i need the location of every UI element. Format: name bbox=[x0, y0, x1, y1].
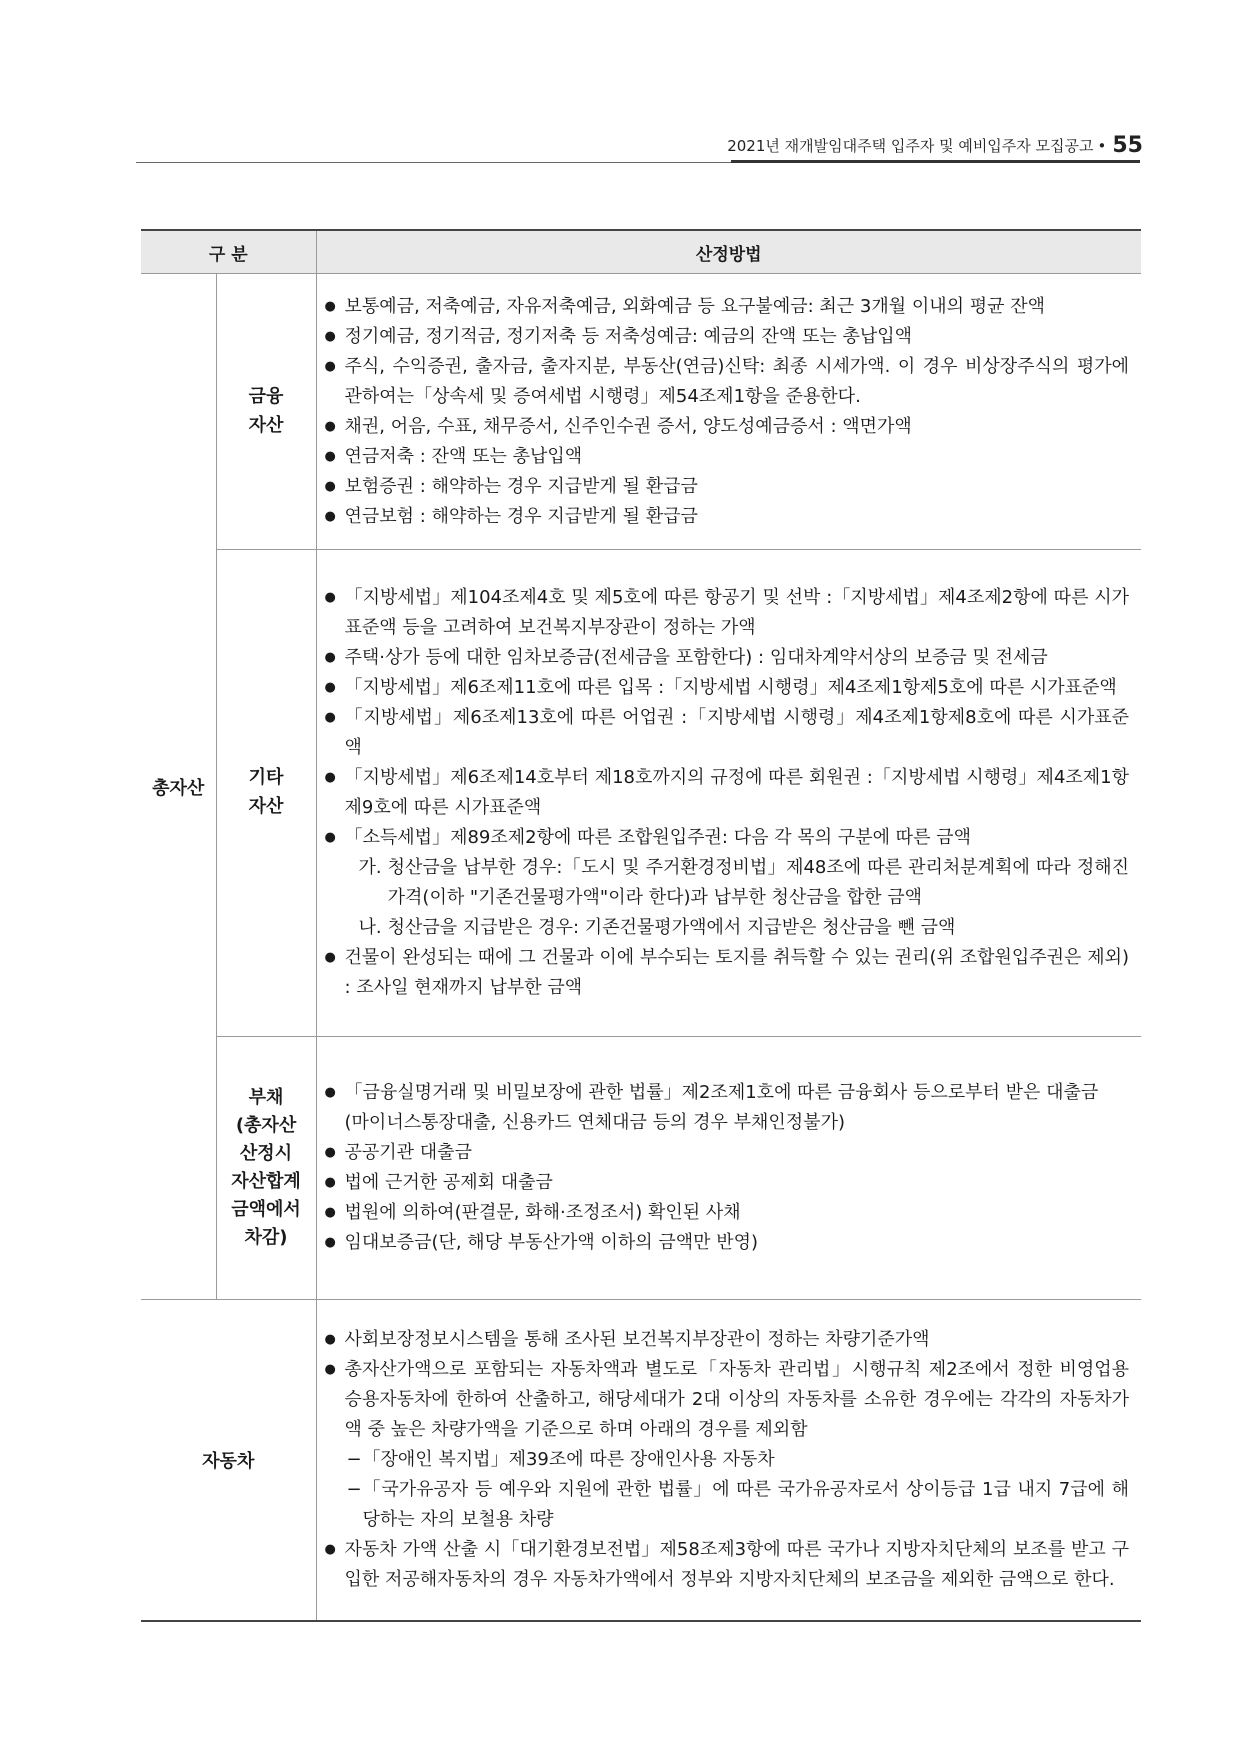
bullet-icon: ● bbox=[324, 1332, 336, 1347]
bullet-icon: ● bbox=[324, 1542, 336, 1557]
bullet-icon: ● bbox=[324, 710, 336, 725]
debt-label: 부채 (총자산 산정시 자산합계 금액에서 차감) bbox=[216, 1037, 316, 1300]
debt-method bbox=[316, 1037, 1141, 1300]
bullet-icon: ● bbox=[324, 448, 336, 464]
financial-list bbox=[325, 292, 1130, 532]
header-dot: • bbox=[1097, 136, 1107, 155]
header-method: 산정방법 bbox=[316, 230, 1141, 274]
list-item: ● 「지방세법」제104조제4호 및 제5호에 따른 항공기 및 선박 :「지방세법」제4조제2항에 따른 시가표준액 등을 고려하여 보건복지부장관이 정하는 가액 bbox=[325, 583, 1130, 643]
list-item: ● 사회보장정보시스템을 통해 조사된 보건복지부장관이 정하는 차량기준가액 bbox=[325, 1325, 1130, 1355]
bullet-icon: ● bbox=[324, 328, 336, 344]
table-row-other bbox=[141, 550, 1141, 1037]
bullet-icon: ● bbox=[324, 680, 336, 695]
list-item: ● 채권, 어음, 수표, 채무증서, 신주인수권 증서, 양도성예금증서 : 액면가액 bbox=[325, 412, 1130, 442]
bullet-icon: ● bbox=[324, 418, 336, 434]
bullet-icon: ● bbox=[324, 950, 336, 965]
list-item: ● 총자산가액으로 포함되는 자동차액과 별도로「자동차 관리법」시행규칙 제2조에서 정한 비영업용 승용자동차에 한하여 산출하고, 해당세대가 2대 이상의 자동차를 소유한 경우에는 각각의 자동차가액 중 높은 차량가액을 기준으로 하며 아래의 경우를 제외함 bbox=[325, 1355, 1130, 1445]
debt-note: (마이너스통장대출, 신용카드 연체대금 등의 경우 부채인정불가) bbox=[344, 1112, 845, 1133]
header-title: 2021년 재개발임대주택 입주자 및 예비입주자 모집공고 bbox=[727, 137, 1094, 155]
bullet-icon: ● bbox=[324, 650, 336, 665]
list-item: ● 정기예금, 정기적금, 정기저축 등 저축성예금: 예금의 잔액 또는 총납입액 bbox=[325, 322, 1130, 352]
other-assets-method bbox=[316, 550, 1141, 1037]
financial-assets-method bbox=[316, 274, 1141, 550]
bullet-icon: ● bbox=[324, 1205, 336, 1220]
list-item: ● 주식, 수익증권, 출자금, 출자지분, 부동산(연금)신탁: 최종 시세가액. 이 경우 비상장주식의 평가에 관하여는「상속세 및 증여세법 시행령」제54조제1항을 준용한다. bbox=[325, 352, 1130, 412]
bullet-icon: ● bbox=[324, 1235, 336, 1250]
list-item: ● 「소득세법」제89조제2항에 따른 조합원입주권: 다음 각 목의 구분에 따른 금액 bbox=[325, 823, 1130, 853]
table-row-financial bbox=[141, 274, 1141, 550]
vehicle-list bbox=[325, 1325, 1130, 1445]
vehicle-method bbox=[316, 1300, 1141, 1622]
bullet-icon: ● bbox=[324, 1085, 336, 1100]
list-item: ● 주택·상가 등에 대한 임차보증금(전세금을 포함한다) : 임대차계약서상의 보증금 및 전세금 bbox=[325, 643, 1130, 673]
list-item: ● 자동차 가액 산출 시「대기환경보전법」제58조제3항에 따른 국가나 지방자치단체의 보조를 받고 구입한 저공해자동차의 경우 자동차가액에서 정부와 지방자치단체의 보조금을 제외한 금액으로 한다. bbox=[325, 1535, 1130, 1595]
bullet-icon: ● bbox=[324, 508, 336, 524]
bullet-icon: ● bbox=[324, 1362, 336, 1377]
list-item: ● 보통예금, 저축예금, 자유저축예금, 외화예금 등 요구불예금: 최근 3개월 이내의 평균 잔액 bbox=[325, 292, 1130, 322]
table-row-vehicle bbox=[141, 1300, 1141, 1622]
list-item: ● 연금저축 : 잔액 또는 총납입액 bbox=[325, 442, 1130, 472]
list-item: ● 연금보험 : 해약하는 경우 지급받게 될 환급금 bbox=[325, 502, 1130, 532]
list-item: ● 「지방세법」제6조제13호에 따른 어업권 :「지방세법 시행령」제4조제1항제8호에 따른 시가표준액 bbox=[325, 703, 1130, 763]
list-item: ● 건물이 완성되는 때에 그 건물과 이에 부수되는 토지를 취득할 수 있는 권리(위 조합원입주권은 제외) : 조사일 현재까지 납부한 금액 bbox=[325, 943, 1130, 1003]
bullet-icon: ● bbox=[324, 1145, 336, 1160]
page-number: 55 bbox=[1112, 133, 1143, 158]
table-row-debt bbox=[141, 1037, 1141, 1300]
total-assets-label: 총자산 bbox=[141, 274, 216, 1300]
bullet-icon: ● bbox=[324, 478, 336, 494]
list-item: ● 법원에 의하여(판결문, 화해·조정조서) 확인된 사채 bbox=[325, 1198, 1130, 1228]
other-assets-label: 기타 자산 bbox=[216, 550, 316, 1037]
bullet-icon: ● bbox=[324, 1175, 336, 1190]
list-item: ● 「지방세법」제6조제11호에 따른 입목 :「지방세법 시행령」제4조제1항제5호에 따른 시가표준액 bbox=[325, 673, 1130, 703]
list-item: ● 임대보증금(단, 해당 부동산가액 이하의 금액만 반영) bbox=[325, 1228, 1130, 1258]
sub-item-b: 나. 청산금을 지급받은 경우: 기존건물평가액에서 지급받은 청산금을 뺀 금액 bbox=[358, 917, 956, 938]
sub-item-a: 가. 청산금을 납부한 경우:「도시 및 주거환경정비법」제48조에 따른 관리처분계획에 따라 정해진 가격(이하 "기존건물평가액"이라 한다)과 납부한 청산금을 합한 금액 bbox=[358, 857, 1130, 908]
bullet-icon: ● bbox=[324, 298, 336, 314]
list-item: ● 「금융실명거래 및 비밀보장에 관한 법률」제2조제1호에 따른 금융회사 등으로부터 받은 대출금 bbox=[325, 1078, 1130, 1108]
debt-list bbox=[325, 1078, 1130, 1108]
dash-item: − 「국가유공자 등 예우와 지원에 관한 법률」에 따른 국가유공자로서 상이등급 1급 내지 7급에 해당하는 자의 보철용 차량 bbox=[346, 1479, 1130, 1530]
header-category: 구 분 bbox=[141, 230, 316, 274]
page-header bbox=[727, 133, 1143, 158]
dash-item: − 「장애인 복지법」제39조에 따른 장애인사용 자동차 bbox=[346, 1449, 775, 1470]
bullet-icon: ● bbox=[324, 590, 336, 605]
table-header-row bbox=[141, 230, 1141, 274]
financial-assets-label: 금융 자산 bbox=[216, 274, 316, 550]
vehicle-label: 자동차 bbox=[141, 1300, 316, 1622]
list-item: ● 법에 근거한 공제회 대출금 bbox=[325, 1168, 1130, 1198]
header-rule-accent bbox=[731, 160, 1140, 163]
list-item: ● 「지방세법」제6조제14호부터 제18호까지의 규정에 따른 회원권 :「지방세법 시행령」제4조제1항제9호에 따른 시가표준액 bbox=[325, 763, 1130, 823]
list-item: ● 공공기관 대출금 bbox=[325, 1138, 1130, 1168]
other-list bbox=[325, 583, 1130, 853]
bullet-icon: ● bbox=[324, 770, 336, 785]
asset-calculation-table bbox=[141, 229, 1141, 1622]
list-item: ● 보험증권 : 해약하는 경우 지급받게 될 환급금 bbox=[325, 472, 1130, 502]
bullet-icon: ● bbox=[324, 830, 336, 845]
bullet-icon: ● bbox=[324, 358, 336, 374]
